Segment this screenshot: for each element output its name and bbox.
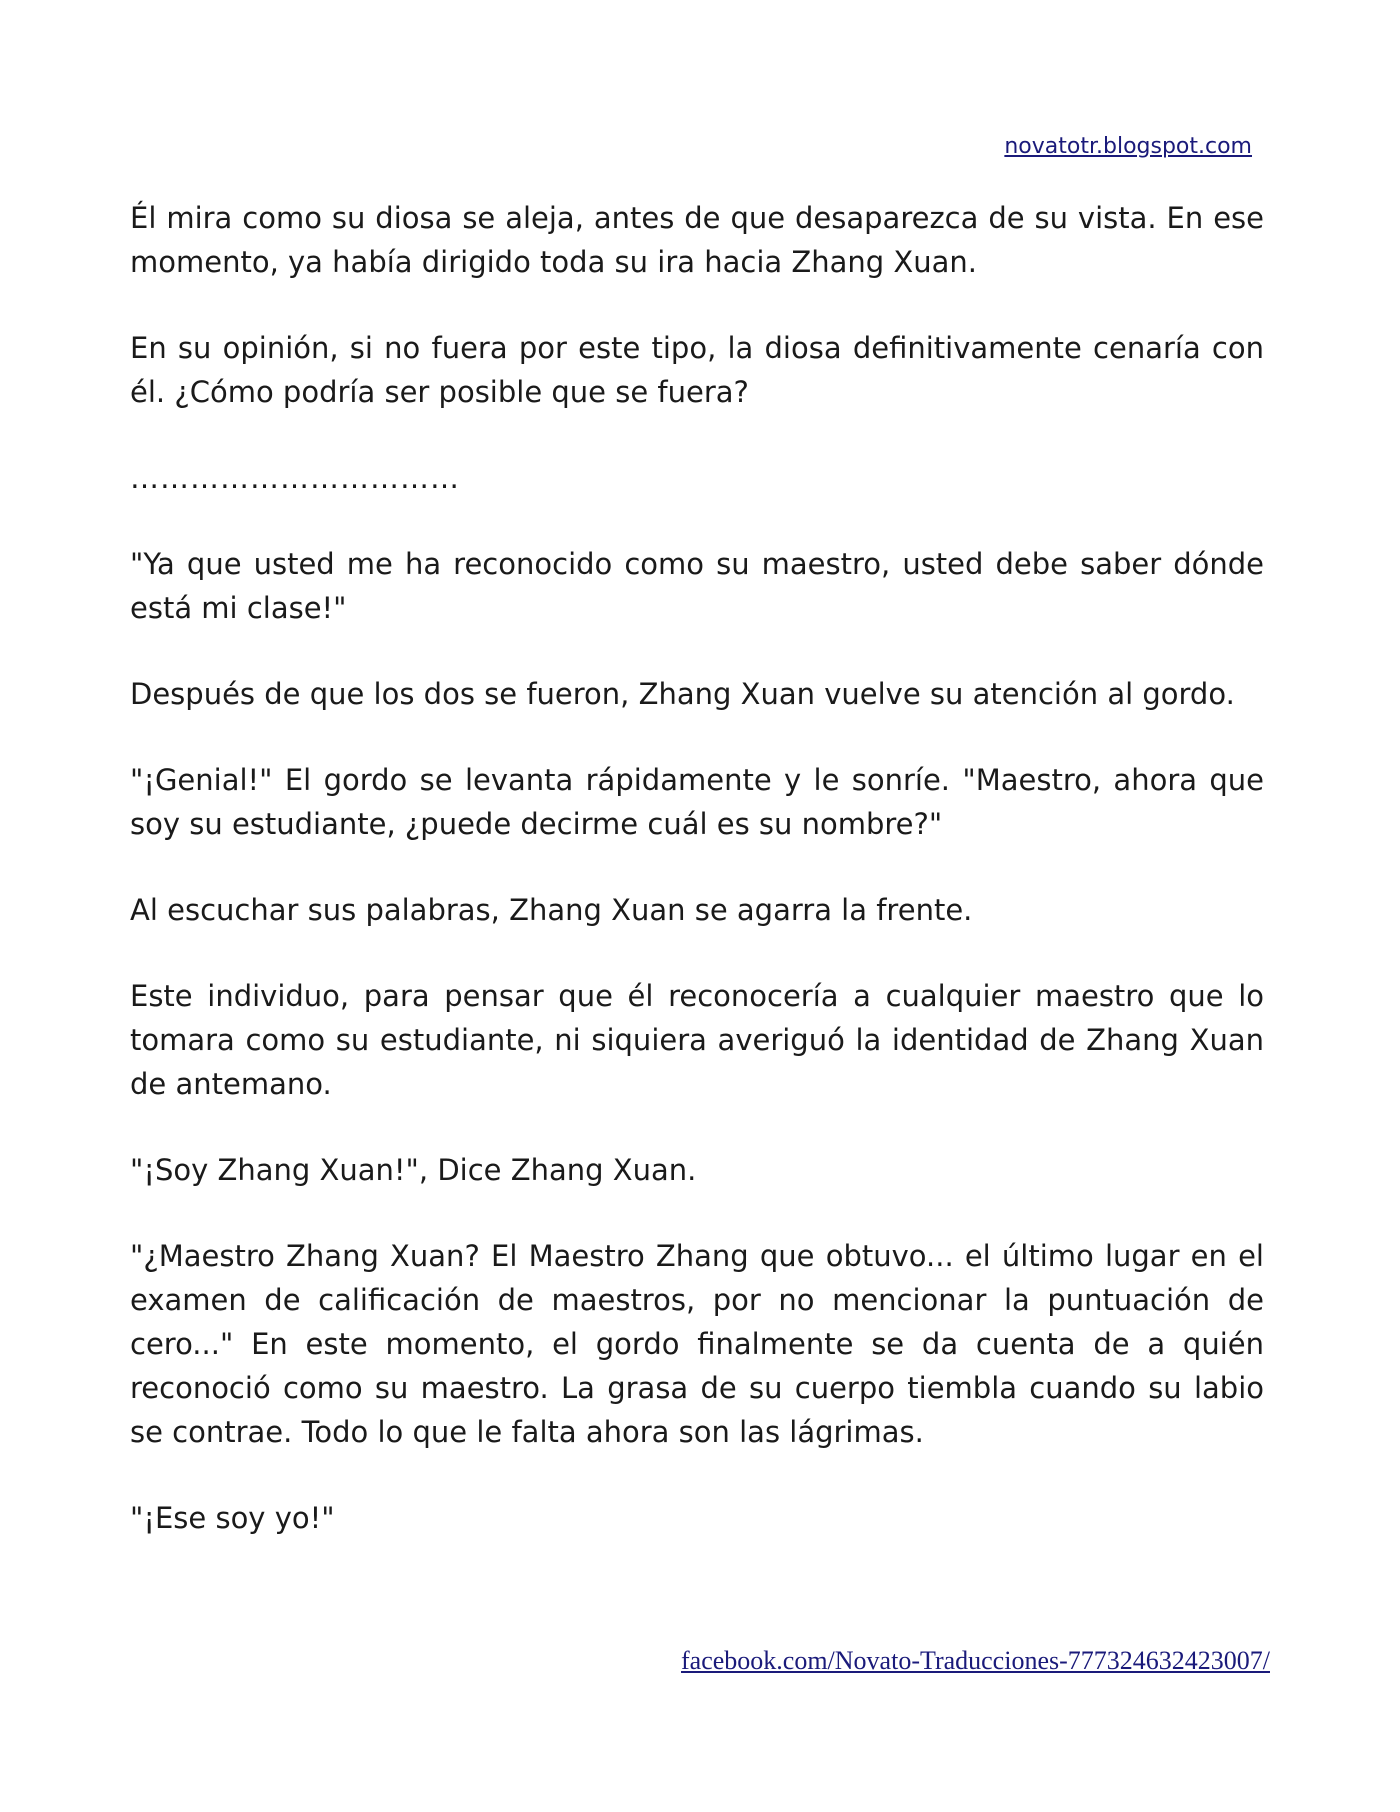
paragraph: "¿Maestro Zhang Xuan? El Maestro Zhang que obtuvo... el último lugar en el examen de calificación de maestros, por no mencionar la puntuación de cero..." En este momento, el gordo finalmente se da cuenta de a quién reconoció como su maestro. La grasa de su cuerpo tiembla cuando su labio se contrae. Todo lo que le falta ahora son las lágrimas.: [130, 1239, 1264, 1449]
paragraph: Después de que los dos se fueron, Zhang Xuan vuelve su atención al gordo.: [130, 677, 1235, 711]
paragraph: "Ya que usted me ha reconocido como su maestro, usted debe saber dónde está mi clase!": [130, 547, 1264, 625]
paragraph: Este individuo, para pensar que él reconocería a cualquier maestro que lo tomara como su estudiante, ni siquiera averiguó la identidad de Zhang Xuan de antemano.: [130, 979, 1264, 1101]
paragraph: Al escuchar sus palabras, Zhang Xuan se agarra la frente.: [130, 893, 973, 927]
paragraph: "¡Soy Zhang Xuan!", Dice Zhang Xuan.: [130, 1153, 697, 1187]
blog-link[interactable]: novatotr.blogspot.com: [1004, 134, 1252, 159]
paragraph: En su opinión, si no fuera por este tipo, la diosa definitivamente cenaría con él. ¿Cómo podría ser posible que se fuera?: [130, 331, 1264, 409]
document-body: [130, 196, 1264, 1582]
scene-separator: ……………………………: [130, 461, 460, 495]
facebook-link[interactable]: facebook.com/Novato-Traducciones-777324632423007/: [681, 1646, 1270, 1675]
paragraph: "¡Ese soy yo!": [130, 1501, 335, 1535]
paragraph: Él mira como su diosa se aleja, antes de que desaparezca de su vista. En ese momento, ya había dirigido toda su ira hacia Zhang Xuan.: [130, 201, 1264, 279]
paragraph: "¡Genial!" El gordo se levanta rápidamente y le sonríe. "Maestro, ahora que soy su estudiante, ¿puede decirme cuál es su nombre?": [130, 763, 1264, 841]
